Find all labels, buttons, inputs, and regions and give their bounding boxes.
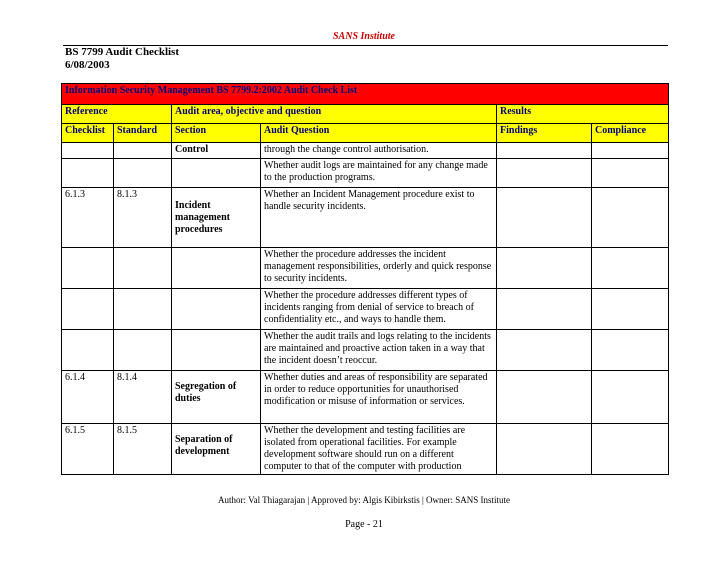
question-cell: Whether the procedure addresses different types of incidents ranging from denial of service to breach of confidentiality etc., and ways to handle them.: [261, 289, 497, 330]
checklist-cell: 6.1.4: [62, 371, 114, 424]
question-cell: Whether the development and testing facilities are isolated from operational facilities. For example development software should run on a different computer to that of the computer with production: [261, 424, 497, 475]
standard-cell: [114, 248, 172, 289]
question-cell: Whether an Incident Management procedure exist to handle security incidents.: [261, 188, 497, 248]
column-header-checklist: Checklist: [62, 124, 114, 143]
footer-author-line: Author: Val Thiagarajan | Approved by: Algis Kibirkstis | Owner: SANS Institute: [218, 495, 510, 505]
findings-cell[interactable]: [497, 143, 592, 159]
checklist-cell: [62, 248, 114, 289]
table-banner-row: [62, 84, 669, 105]
section-cell: [172, 330, 261, 371]
findings-cell[interactable]: [497, 159, 592, 188]
section-cell: Control: [172, 143, 261, 159]
section-cell: Segregation of duties: [172, 371, 261, 424]
column-header-compliance: Compliance: [592, 124, 669, 143]
document-date: 6/08/2003: [65, 59, 110, 71]
compliance-cell[interactable]: [592, 159, 669, 188]
standard-cell: 8.1.4: [114, 371, 172, 424]
table-row: [62, 248, 669, 289]
table-row: [62, 143, 669, 159]
standard-cell: [114, 159, 172, 188]
column-header-audit-question: Audit Question: [261, 124, 497, 143]
standard-cell: [114, 330, 172, 371]
checklist-cell: [62, 330, 114, 371]
compliance-cell[interactable]: [592, 248, 669, 289]
compliance-cell[interactable]: [592, 289, 669, 330]
findings-cell[interactable]: [497, 289, 592, 330]
group-header-results: Results: [497, 105, 669, 124]
findings-cell[interactable]: [497, 330, 592, 371]
compliance-cell[interactable]: [592, 330, 669, 371]
group-header-reference: Reference: [62, 105, 172, 124]
column-header-standard: Standard: [114, 124, 172, 143]
section-cell: [172, 289, 261, 330]
table-row: [62, 330, 669, 371]
question-cell: Whether the procedure addresses the incident management responsibilities, orderly and quick response to security incidents.: [261, 248, 497, 289]
question-cell: Whether audit logs are maintained for any change made to the production programs.: [261, 159, 497, 188]
group-header-audit-area: Audit area, objective and question: [172, 105, 497, 124]
group-header-row: [62, 105, 669, 124]
section-cell: Separation of development: [172, 424, 261, 475]
column-header-findings: Findings: [497, 124, 592, 143]
table-row: [62, 424, 669, 475]
table-banner: Information Security Management BS 7799.2:2002 Audit Check List: [62, 84, 669, 105]
findings-cell[interactable]: [497, 248, 592, 289]
standard-cell: [114, 143, 172, 159]
section-cell: [172, 159, 261, 188]
audit-checklist-table: [61, 83, 669, 475]
table-row: [62, 289, 669, 330]
table-row: [62, 159, 669, 188]
question-cell: Whether the audit trails and logs relating to the incidents are maintained and proactive action taken in a way that the incident doesn’t reoccur.: [261, 330, 497, 371]
checklist-cell: [62, 289, 114, 330]
standard-cell: 8.1.3: [114, 188, 172, 248]
question-cell: Whether duties and areas of responsibility are separated in order to reduce opportunities for unauthorised modification or misuse of information or services.: [261, 371, 497, 424]
page-number: Page - 21: [345, 519, 383, 530]
checklist-cell: 6.1.3: [62, 188, 114, 248]
column-header-section: Section: [172, 124, 261, 143]
standard-cell: 8.1.5: [114, 424, 172, 475]
compliance-cell[interactable]: [592, 143, 669, 159]
findings-cell[interactable]: [497, 371, 592, 424]
standard-cell: [114, 289, 172, 330]
compliance-cell[interactable]: [592, 188, 669, 248]
findings-cell[interactable]: [497, 424, 592, 475]
table-row: [62, 371, 669, 424]
section-cell: [172, 248, 261, 289]
table-row: [62, 188, 669, 248]
checklist-cell: 6.1.5: [62, 424, 114, 475]
findings-cell[interactable]: [497, 188, 592, 248]
column-header-row: [62, 124, 669, 143]
section-cell: Incident management procedures: [172, 188, 261, 248]
compliance-cell[interactable]: [592, 371, 669, 424]
document-title: BS 7799 Audit Checklist: [65, 46, 179, 58]
checklist-cell: [62, 143, 114, 159]
header-organization: SANS Institute: [333, 31, 395, 42]
compliance-cell[interactable]: [592, 424, 669, 475]
checklist-cell: [62, 159, 114, 188]
question-cell: through the change control authorisation.: [261, 143, 497, 159]
